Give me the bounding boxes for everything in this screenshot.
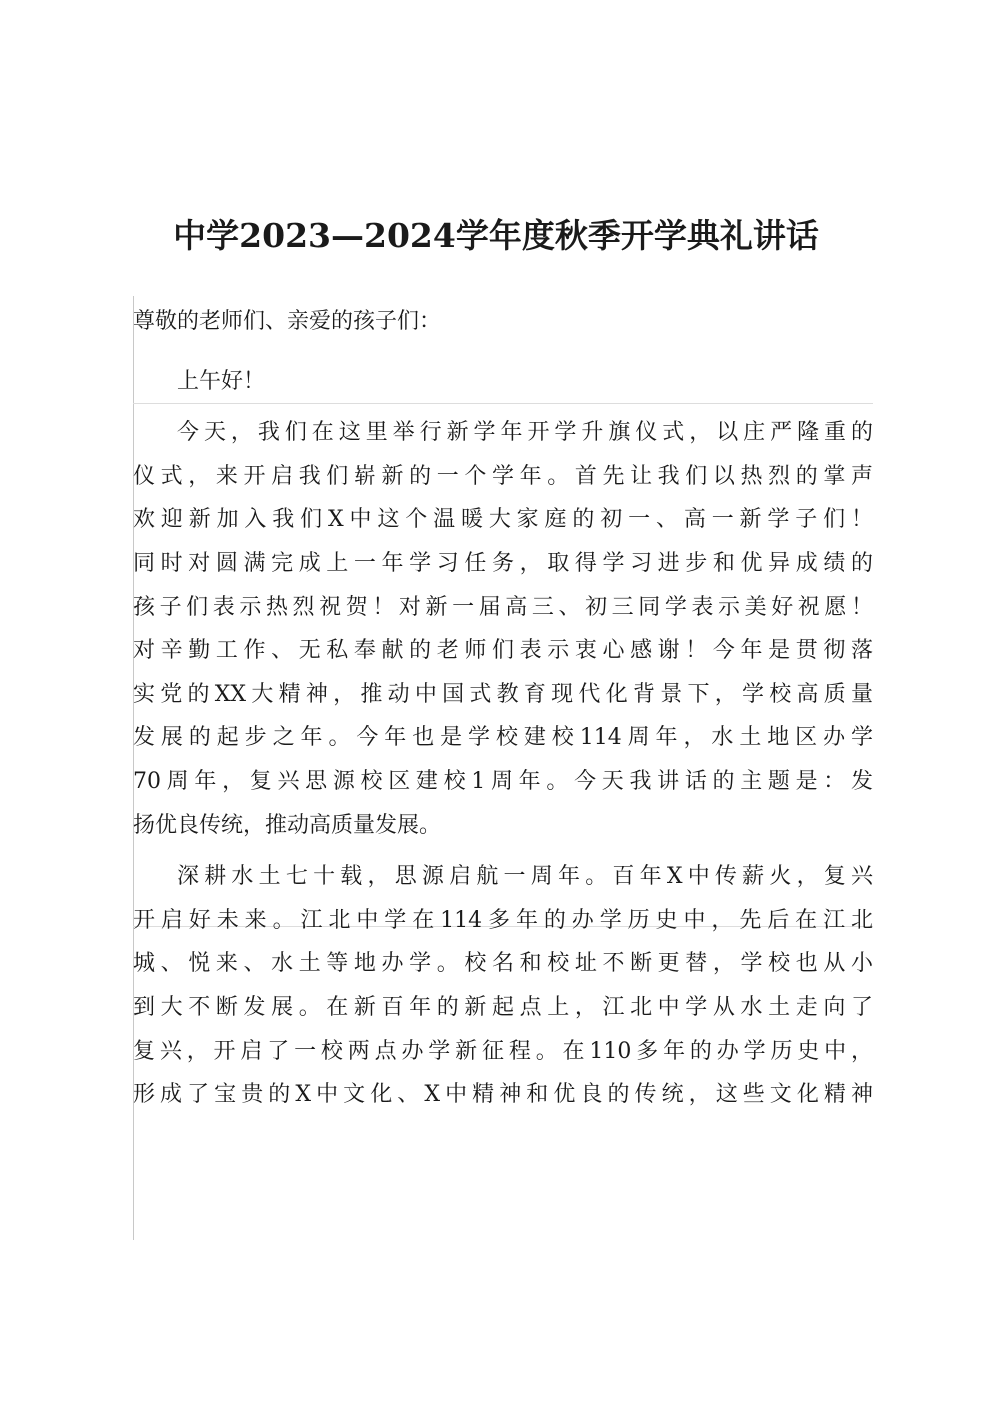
document-title: 中学2023—2024学年度秋季开学典礼讲话 xyxy=(173,216,819,255)
greeting-line: 尊敬的老师们、亲爱的孩子们： xyxy=(133,309,442,334)
paragraph-1 xyxy=(133,411,873,847)
paragraph-line: 孩子们表示热烈祝贺！对新一届高三、初三同学表示美好祝愿！ xyxy=(133,594,873,620)
paragraph-line: 今天，我们在这里举行新学年开学升旗仪式，以庄严隆重的 xyxy=(177,420,873,446)
paragraph-line: 对辛勤工作、无私奉献的老师们表示衷心感谢！今年是贯彻落 xyxy=(133,638,873,664)
paragraph-line: 深耕水土七十载，思源启航一周年。百年X中传薪火，复兴 xyxy=(177,864,873,890)
paragraph-line: 同时对圆满完成上一年学习任务，取得学习进步和优异成绩的 xyxy=(133,550,873,576)
paragraph-line: 城、悦来、水土等地办学。校名和校址不断更替，学校也从小 xyxy=(133,951,873,977)
paragraph-line: 70周年，复兴思源校区建校1周年。今天我讲话的主题是：发 xyxy=(133,768,873,794)
paragraph-line: 到大不断发展。在新百年的新起点上，江北中学从水土走向了 xyxy=(133,994,873,1020)
paragraph-line: 开启好未来。江北中学在114多年的办学历史中，先后在江北 xyxy=(133,907,873,933)
paragraph-line: 发展的起步之年。今年也是学校建校114周年，水土地区办学 xyxy=(133,725,873,751)
salutation-line: 上午好！ xyxy=(177,368,266,394)
paragraph-line: 实党的XX大精神，推动中国式教育现代化背景下，学校高质量 xyxy=(133,681,873,707)
document-body xyxy=(133,300,873,1117)
paragraph-line: 复兴，开启了一校两点办学新征程。在110多年的办学历史中， xyxy=(133,1038,873,1064)
paragraph-2 xyxy=(133,855,873,1117)
paragraph-line: 仪式，来开启我们崭新的一个学年。首先让我们以热烈的掌声 xyxy=(133,463,873,489)
paragraph-line: 欢迎新加入我们X中这个温暖大家庭的初一、高一新学子们！ xyxy=(133,507,873,533)
paragraph-line: 形成了宝贵的X中文化、X中精神和优良的传统，这些文化精神 xyxy=(133,1082,873,1108)
paragraph-line: 扬优良传统，推动高质量发展。 xyxy=(133,812,442,838)
